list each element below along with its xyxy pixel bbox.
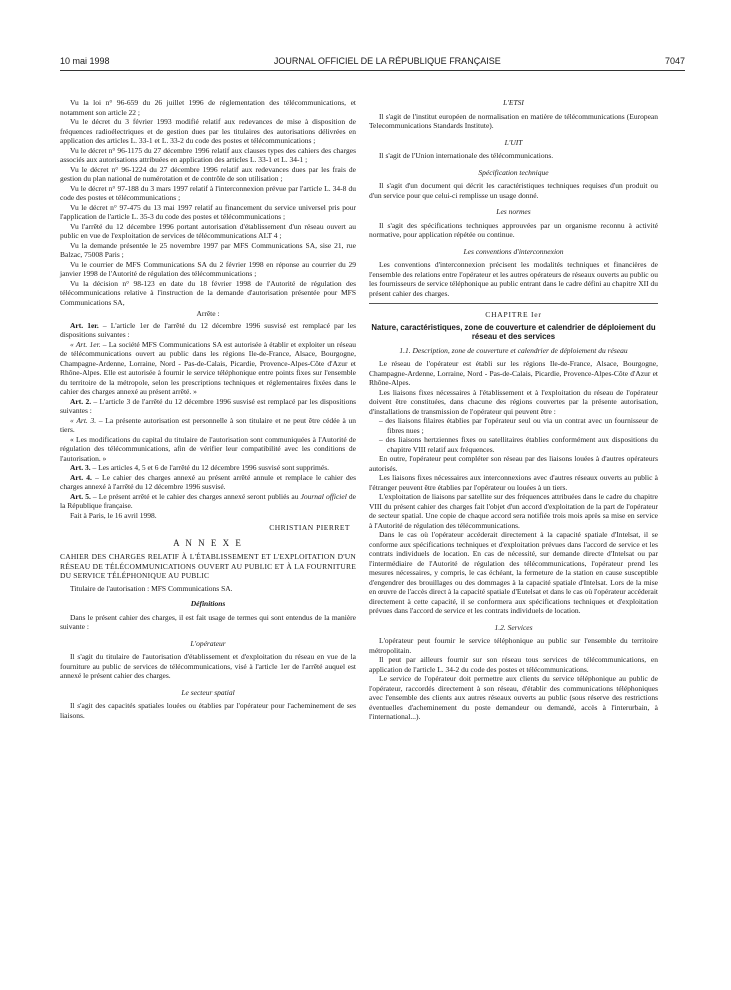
article-text: – L'article 1er de l'arrêté du 12 décembre 1996 susvisé est remplacé par les dispositions suivantes : bbox=[60, 320, 356, 339]
header-date: 10 mai 1998 bbox=[60, 56, 110, 66]
chapter-title: Nature, caractéristiques, zone de couverture et calendrier de déploiement du réseau et des services bbox=[371, 322, 656, 341]
section-paragraph: L'exploitation de liaisons par satellite sur des fréquences attribuées dans le cadre du chapitre VIII du présent cahier des charges fait l'objet d'un accord d'exploitation de la part de l'opérateur de secteur spatial. Une copie de chaque accord sera notifiée trois mois après sa mise en service à l'Autorité de régulation des télécommunications. bbox=[369, 492, 658, 530]
definition-heading: L'ETSI bbox=[503, 98, 524, 107]
definition-heading: Les conventions d'interconnexion bbox=[463, 246, 564, 256]
dash-list-item: – des liaisons hertziennes fixes ou satellitaires établies conformément aux dispositions du chapitre VIII relatif aux fréquences. bbox=[379, 435, 658, 454]
article-label: Art. 4. bbox=[70, 472, 92, 482]
section-divider bbox=[369, 303, 658, 304]
visa-paragraph: Vu le décret n° 96-1175 du 27 décembre 1996 relatif aux clauses types des cahiers des charges associés aux autorisations attribuées en application des articles L. 33-1 et L. 34-1 ; bbox=[60, 145, 356, 164]
definition-text: Les conventions d'interconnexion précisent les modalités techniques et financières de l'ensemble des relations entre l'opérateur et les autres opérateurs de réseaux ouverts au public ou les fournisseurs de service téléphonique au public entrant dans le cadre défini au chapitre XII du présent cahier des charges. bbox=[369, 260, 658, 298]
section-paragraph: En outre, l'opérateur peut compléter son réseau par des liaisons louées à d'autres opérateurs autorisés. bbox=[369, 454, 658, 473]
article-1 bbox=[60, 321, 356, 340]
section-paragraph: Il peut par ailleurs fournir sur son réseau tous services de télécommunications, en application de l'article L. 34-2 du code des postes et télécommunications. bbox=[369, 655, 658, 674]
definition-heading: L'UIT bbox=[504, 137, 523, 147]
header-journal-title: JOURNAL OFFICIEL DE LA RÉPUBLIQUE FRANÇAISE bbox=[273, 56, 501, 66]
definition-text: Il s'agit de l'institut européen de normalisation en matière de télécommunications (European Telecommunications Standards Institute). bbox=[369, 111, 658, 130]
section-paragraph: Le service de l'opérateur doit permettre aux clients du service téléphonique au public de l'opérateur, raccordés directement à son réseau, d'établir des communications téléphoniques avec l'ensemble des clients aux autres réseaux ouverts au public (sous réserve des restrictions éventuelles d'acheminement du poste demandeur ou demandé, accès à l'interurbain, à l'international...). bbox=[369, 674, 658, 721]
definition-text: Il s'agit des spécifications techniques approuvées par un organisme reconnu à activité normative, pour application répétée ou continue. bbox=[369, 220, 658, 239]
right-column bbox=[369, 98, 658, 722]
article-4 bbox=[60, 473, 356, 492]
arrete-heading: Arrête : bbox=[196, 309, 220, 318]
visa-paragraph: Vu l'arrêté du 12 décembre 1996 portant autorisation d'établissement d'un réseau ouvert au public en vue de l'exploitation de services de télécommunications ALT 4 ; bbox=[60, 221, 356, 240]
section-paragraph: L'opérateur peut fournir le service téléphonique au public sur l'ensemble du territoire métropolitain. bbox=[369, 636, 658, 655]
visa-paragraph: Vu le décret du 3 février 1993 modifié relatif aux redevances de mise à disposition de fréquences radioélectriques et de gestion dues par les titulaires des autorisations délivrées en application des articles L. 33-1 et L. 33-2 du code des postes et télécommunications ; bbox=[60, 117, 356, 145]
definition-heading: Les normes bbox=[496, 207, 531, 216]
article-text: – Les articles 4, 5 et 6 de l'arrêté du 12 décembre 1996 susvisé sont supprimés. bbox=[90, 463, 329, 472]
section-heading: 1.1. Description, zone de couverture et calendrier de déploiement du réseau bbox=[399, 345, 628, 355]
annexe-heading: A N N E X E bbox=[173, 537, 243, 548]
titulaire-line: Titulaire de l'autorisation : MFS Communications SA. bbox=[70, 583, 233, 593]
article-text: – Le présent arrêté et le cahier des charges annexé seront publiés au bbox=[90, 491, 301, 501]
article-text: – Le cahier des charges annexé au présent arrêté annule et remplace le cahier des charges annexé à l'arrêté du 12 décembre 1996 susvisé. bbox=[60, 472, 356, 491]
article-2-quote-2: « Les modifications du capital du titulaire de l'autorisation sont communiquées à l'Autorité de régulation des télécommunications, afin de vérifier leur compatibilité avec les conditions de l'autorisation. » bbox=[60, 434, 356, 463]
visa-paragraph: Vu le courrier de MFS Communications SA du 2 février 1998 en réponse au courrier du 29 janvier 1998 de l'Autorité de régulation des télécommunications ; bbox=[60, 259, 356, 278]
section-paragraph: Les liaisons fixes nécessaires à l'établissement et à l'exploitation du réseau de l'opérateur doivent être constituées, dans chacune des régions couvertes par la présente autorisation, d'installations de transmission de l'opérateur qui peuvent être : bbox=[369, 387, 658, 416]
article-text: – L'article 3 de l'arrêté du 12 décembre 1996 susvisé est remplacé par les dispositions suivantes : bbox=[60, 396, 357, 415]
definitions-heading: Définitions bbox=[190, 599, 226, 608]
visa-paragraph: Vu le décret n° 97-188 du 3 mars 1997 relatif à l'interconnexion prévue par l'article L. 34-8 du code des postes et télécommunications ; bbox=[60, 183, 356, 202]
visa-paragraph: Vu la décision n° 98-123 en date du 18 février 1998 de l'Autorité de régulation des télécommunications relative à l'instruction de la demande d'autorisation présentée pour MFS Communications SA, bbox=[60, 278, 356, 307]
definition-heading: Le secteur spatial bbox=[181, 687, 235, 697]
signature-date: Fait à Paris, le 16 avril 1998. bbox=[70, 510, 157, 520]
visa-paragraph: Vu le décret n° 97-475 du 13 mai 1997 relatif au financement du service universel pris pour l'application de l'article L. 35-3 du code des postes et télécommunications ; bbox=[60, 202, 356, 221]
quote-label: « Art. 1er. bbox=[70, 339, 101, 349]
definition-heading: L'opérateur bbox=[190, 638, 226, 648]
definitions-intro: Dans le présent cahier des charges, il est fait usage de termes qui sont entendus de la manière suivante : bbox=[60, 612, 356, 631]
header-rule bbox=[60, 70, 685, 71]
cahier-des-charges-title: CAHIER DES CHARGES RELATIF À L'ÉTABLISSEMENT ET L'EXPLOITATION D'UN RÉSEAU DE TÉLÉCOMMUNICATIONS OUVERT AU PUBLIC ET À LA FOURNITURE DU SERVICE TÉLÉPHONIQUE AU PUBLIC bbox=[60, 552, 356, 580]
section-paragraph: Dans le cas où l'opérateur accéderait directement à la capacité spatiale d'Intelsat, il se conforme aux spécifications techniques et d'exploitation prévues dans l'accord de service et les contrats individuels de location. En cas de nécessité, sur demande directe d'Intelsat ou par l'intermédiaire de l'Autorité de régulation des télécommunications, l'opérateur prend les mesures nécessaires, y compris, le cas échéant, la fermeture de la station en cause susceptible d'engendrer des brouillages ou des dommages à la capacité spatiale d'Intelsat. Lors de la mise en œuvre de l'accès direct à la capacité spatiale d'Eutelsat et dans le cas où l'opérateur accéderait directement à cette capacité, il se conformera aux spécifications techniques et d'exploitation prévues dans l'accord de service et les contrats individuels de location. bbox=[369, 530, 658, 615]
definition-heading: Spécification technique bbox=[478, 167, 549, 177]
article-1-quote bbox=[60, 340, 356, 397]
article-text: de la République française. bbox=[60, 491, 356, 510]
dash-list-item: – des liaisons filaires établies par l'opérateur seul ou via un contrat avec un fournisseur de fibres nues ; bbox=[379, 416, 658, 435]
definition-text: Il s'agit d'un document qui décrit les caractéristiques techniques requises d'un produit ou d'un service pour que celui-ci remplisse un usage donné. bbox=[369, 181, 658, 200]
article-2-quote bbox=[60, 416, 356, 435]
header-page-number: 7047 bbox=[664, 56, 685, 66]
definition-text: Il s'agit du titulaire de l'autorisation d'établissement et d'exploitation du réseau en vue de la fourniture au public de services de télécommunications, visé à l'article 1er de l'arrêté auquel est annexé le présent cahier des charges. bbox=[60, 652, 356, 680]
article-2 bbox=[60, 397, 356, 416]
section-heading: 1.2. Services bbox=[494, 622, 533, 632]
visa-paragraph: Vu le décret n° 96-1224 du 27 décembre 1996 relatif aux redevances dues par les frais de gestion du plan national de numérotation et de contrôle de son utilisation ; bbox=[60, 164, 356, 183]
article-label: Art. 5. bbox=[70, 491, 91, 501]
left-column bbox=[60, 98, 356, 720]
journal-officiel-reference: Journal officiel bbox=[300, 491, 347, 501]
quote-text: – La société MFS Communications SA est autorisée à établir et exploiter un réseau de télécommunications ouvert au public dans les régions Ile-de-France, Alsace, Bourgogne, Champagne-Ardenne, Lorraine, Nord - Pas-de-Calais, Picardie, Provence-Alpes-Côte d'Azur et Rhône-Alpes. Elle est autorisée à fournir le service téléphonique entre points fixes sur l'ensemble du territoire de la métropole, selon les prescriptions techniques et réglementaires fixées dans le cahier des charges annexé au présent arrêté. » bbox=[60, 339, 356, 396]
article-5 bbox=[60, 492, 356, 511]
chapter-number: CHAPITRE Ier bbox=[485, 310, 542, 319]
visa-paragraph: Vu la loi n° 96-659 du 26 juillet 1996 de réglementation des télécommunications, et notamment son article 22 ; bbox=[60, 98, 356, 117]
signatory-name: CHRISTIAN PIERRET bbox=[269, 523, 350, 532]
article-label: Art. 3. bbox=[70, 463, 91, 472]
definition-text: Il s'agit de l'Union internationale des télécommunications. bbox=[379, 151, 554, 160]
quote-label: « Art. 3. bbox=[70, 415, 97, 425]
visa-paragraph: Vu la demande présentée le 25 novembre 1997 par MFS Communications SA, sise 21, rue Balzac, 75008 Paris ; bbox=[60, 240, 356, 259]
article-3 bbox=[60, 463, 356, 473]
page-header bbox=[60, 56, 685, 70]
quote-text: – La présente autorisation est personnelle à son titulaire et ne peut être cédée à un tiers. bbox=[60, 415, 356, 434]
section-paragraph: Le réseau de l'opérateur est établi sur les régions Ile-de-France, Alsace, Bourgogne, Champagne-Ardenne, Lorraine, Nord - Pas-de-Calais, Picardie, Provence-Alpes-Côte d'Azur et Rhône-Alpes. bbox=[369, 359, 658, 387]
article-label: Art. 2. bbox=[70, 396, 92, 406]
article-label: Art. 1er. bbox=[70, 320, 99, 330]
definition-text: Il s'agit des capacités spatiales louées ou établies par l'opérateur pour l'acheminement de ses liaisons. bbox=[60, 701, 356, 720]
section-paragraph: Les liaisons fixes nécessaires aux interconnexions avec d'autres réseaux ouverts au public à l'étranger peuvent être établies par l'opérateur ou louées à un tiers. bbox=[369, 473, 658, 492]
